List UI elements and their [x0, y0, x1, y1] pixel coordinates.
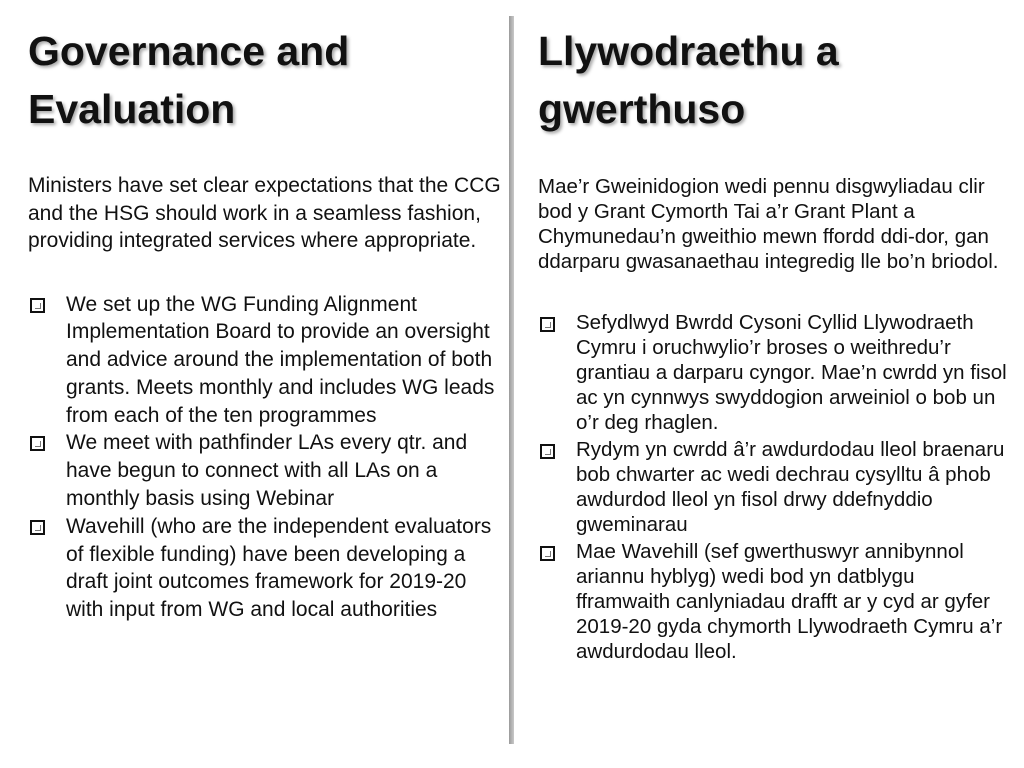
welsh-title-line2: gwerthuso	[538, 86, 746, 132]
english-column	[28, 0, 504, 624]
welsh-bullet-item	[538, 437, 1014, 537]
welsh-intro: Mae’r Gweinidogion wedi pennu disgwyliadau clir bod y Grant Cymorth Tai a’r Grant Plant a Chymunedau’n gweithio mewn ffordd ddi-dor, gan ddarparu gwasanaethau integredig lle bo’n briodol.	[538, 175, 999, 273]
checkbox-bullet-icon	[30, 298, 45, 313]
checkbox-bullet-icon	[30, 520, 45, 535]
english-intro: Ministers have set clear expectations that the CCG and the HSG should work in a seamless fashion, providing integrated services where appropriate.	[28, 174, 501, 252]
checkbox-bullet-icon	[540, 546, 555, 561]
welsh-bullet-item	[538, 310, 1014, 435]
welsh-bullet-item	[538, 539, 1014, 664]
english-bullet-text: Wavehill (who are the independent evaluators of flexible funding) have been developing a draft joint outcomes framework for 2019-20 with input from WG and local authorities	[66, 514, 492, 622]
welsh-bullet-text: Rydym yn cwrdd â’r awdurdodau lleol braenaru bob chwarter ac wedi dechrau cysylltu â phob awdurdod lleol yn fisol drwy ddefnyddio gweminarau	[576, 438, 1005, 536]
welsh-title	[538, 22, 1014, 138]
english-title	[28, 22, 504, 138]
english-bullet-text: We set up the WG Funding Alignment Implementation Board to provide an oversight and advice around the implementation of both grants. Meets monthly and includes WG leads from each of the ten programmes	[66, 292, 495, 427]
welsh-bullet-list	[538, 310, 1014, 664]
checkbox-bullet-icon	[540, 317, 555, 332]
english-bullet-text: We meet with pathfinder LAs every qtr. and have begun to connect with all LAs on a monthly basis using Webinar	[66, 431, 468, 511]
english-bullet-item	[28, 429, 504, 512]
checkbox-bullet-icon	[540, 444, 555, 459]
english-title-line1: Governance and	[28, 28, 350, 74]
welsh-bullet-text: Sefydlwyd Bwrdd Cysoni Cyllid Llywodraeth Cymru i oruchwylio’r broses o weithredu’r grantiau a darparu cyngor. Mae’n cwrdd yn fisol ac yn cynnwys swyddogion arweiniol o bob un o’r deg rhaglen.	[576, 311, 1007, 434]
welsh-bullet-text: Mae Wavehill (sef gwerthuswyr annibynnol ariannu hyblyg) wedi bod yn datblygu fframwaith canlyniadau drafft ar y cyd ar gyfer 2019-20 gyda chymorth Llywodraeth Cymru a’r awdurdodau lleol.	[576, 540, 1003, 663]
welsh-title-line1: Llywodraethu a	[538, 28, 839, 74]
checkbox-bullet-icon	[30, 436, 45, 451]
english-title-line2: Evaluation	[28, 86, 236, 132]
column-divider	[509, 16, 514, 744]
welsh-column	[538, 0, 1014, 666]
english-bullet-list	[28, 291, 504, 625]
english-bullet-item	[28, 513, 504, 624]
english-bullet-item	[28, 291, 504, 430]
